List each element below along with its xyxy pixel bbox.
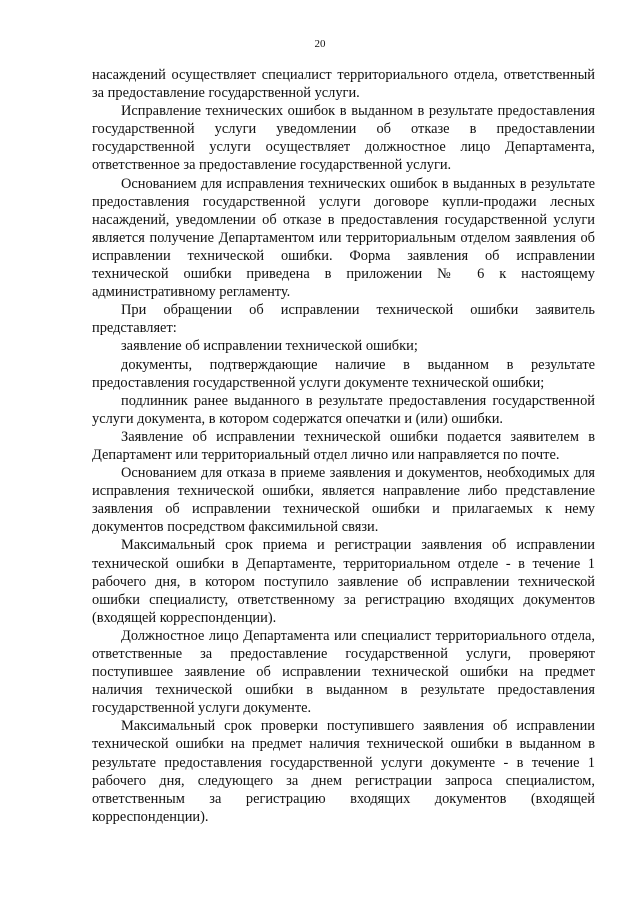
list-item: документы, подтверждающие наличие в выданном в результате предоставления государственной услуги документе технической ошибки; <box>92 356 595 391</box>
paragraph: Должностное лицо Департамента или специалист территориального отдела, ответственные за предоставление государственной услуги, проверяют поступившее заявление об исправлении технической ошибки на предмет наличия технической ошибки в выданном в результате предоставления государственной услуги документе. <box>92 627 595 717</box>
paragraph: Основанием для отказа в приеме заявления и документов, необходимых для исправления технической ошибки, является направление либо представление заявления об исправлении технической ошибки и прилагаемых к нему документов посредством факсимильной связи. <box>92 465 595 536</box>
paragraph: При обращении об исправлении технической ошибки заявитель представляет: <box>92 302 595 337</box>
document-body <box>92 66 595 826</box>
paragraph: Максимальный срок проверки поступившего заявления об исправлении технической ошибки на предмет наличия технической ошибки в выданном в результате предоставления государственной услуги документе - в течение 1 рабочего дня, следующего за днем регистрации запроса специалистом, ответственным за регистрацию входящих документов (входящей корреспонденции). <box>92 718 595 825</box>
paragraph: Максимальный срок приема и регистрации заявления об исправлении технической ошибки в Департаменте, территориальном отделе - в течение 1 рабочего дня, в котором поступило заявление об исправлении технической ошибки специалисту, ответственному за регистрацию входящих документов (входящей корреспонденции). <box>92 537 595 626</box>
list-item: заявление об исправлении технической ошибки; <box>121 338 418 355</box>
paragraph: Заявление об исправлении технической ошибки подается заявителем в Департамент или территориальный отдел лично или направляется по почте. <box>92 428 595 463</box>
list-item: подлинник ранее выданного в результате предоставления государственной услуги документа, в котором содержатся опечатки и (или) ошибки. <box>92 392 595 427</box>
page-number: 20 <box>314 38 326 50</box>
paragraph: насаждений осуществляет специалист территориального отдела, ответственный за предоставление государственной услуги. <box>92 67 595 102</box>
paragraph: Основанием для исправления технических ошибок в выданных в результате предоставления государственной услуги договоре купли-продажи лесных насаждений, уведомлении об отказе в предоставления государственной услуги является получение Департаментом или территориальным отделом заявления об исправлении технической ошибки. Форма заявления об исправлении технической ошибки приведена в приложении № 6 к настоящему административному регламенту. <box>92 175 595 301</box>
paragraph: Исправление технических ошибок в выданном в результате предоставления государственной услуги уведомлении об отказе в предоставлении государственной услуги осуществляет должностное лицо Департамента, ответственное за предоставление государственной услуги. <box>92 103 595 174</box>
